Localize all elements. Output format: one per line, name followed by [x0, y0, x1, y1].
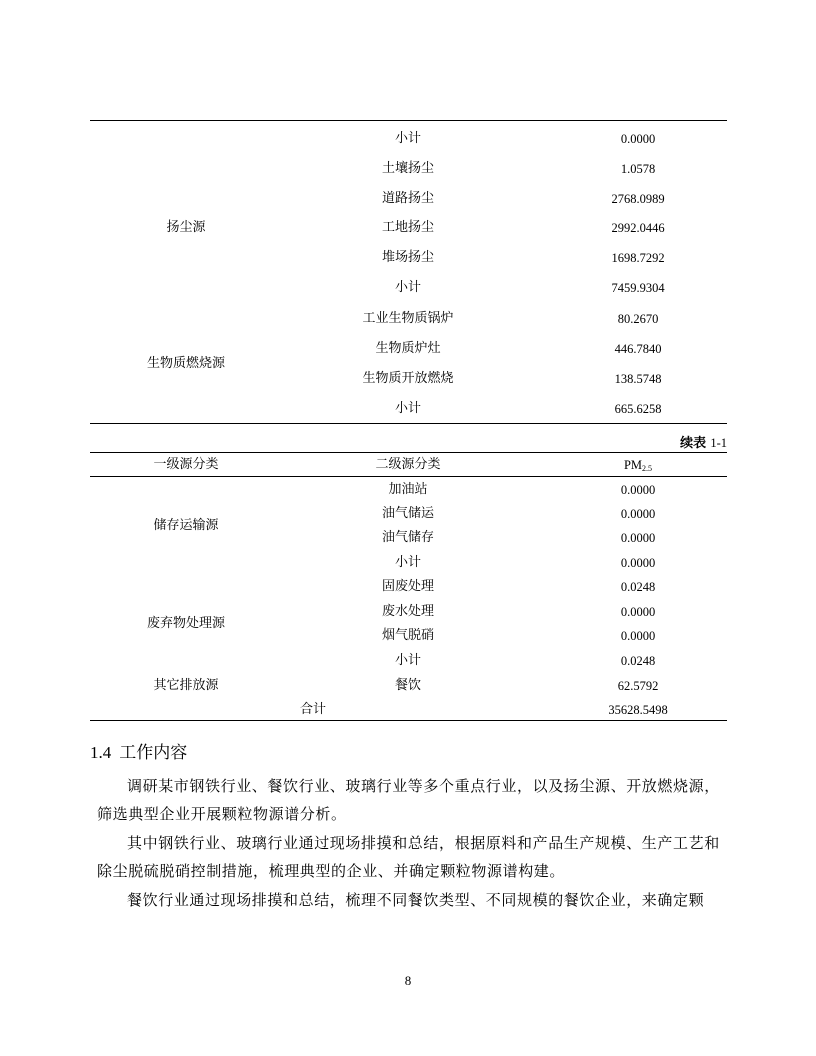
table-cell-subcategory: 烟气脱硝: [381, 628, 435, 643]
table-cell-subcategory: 道路扬尘: [381, 191, 435, 206]
table-cell-subcategory: 餐饮: [394, 678, 422, 693]
table-cell-value: 1698.7292: [611, 251, 665, 265]
table-group-label: 生物质燃烧源: [146, 356, 226, 371]
table-header-secondary: 二级源分类: [375, 457, 441, 472]
table-cell-subcategory: 废水处理: [381, 604, 435, 619]
table-cell-subcategory: 生物质开放燃烧: [362, 371, 454, 386]
table-bottom-rule: [90, 720, 727, 721]
table-cell-value: 0.0000: [620, 531, 656, 545]
table-cell-value: 665.6258: [614, 402, 662, 416]
table-cell-subcategory: 油气储运: [381, 506, 435, 521]
table-cell-subcategory: 小计: [394, 280, 422, 295]
table-cell-value: 80.2670: [617, 312, 659, 326]
table-cell-subcategory: 生物质炉灶: [375, 341, 441, 356]
table-cell-subcategory: 加油站: [388, 482, 428, 497]
table-total-label: 合计: [299, 702, 327, 717]
table-cell-subcategory: 小计: [394, 131, 422, 146]
table-cell-value: 0.0248: [620, 580, 656, 594]
table-cell-value: 446.7840: [614, 342, 662, 356]
table-total-value: 35628.5498: [608, 703, 668, 717]
table-top-rule: [90, 452, 727, 453]
table-cell-value: 0.0000: [620, 556, 656, 570]
table-top-rule: [90, 120, 727, 121]
pm-subscript: 2.5: [642, 464, 653, 473]
table-cell-value: 2768.0989: [611, 192, 665, 206]
body-paragraph: 调研某市钢铁行业、餐饮行业、玻璃行业等多个重点行业，以及扬尘源、开放燃烧源，筛选典型企业开展颗粒物源谱分析。: [97, 777, 720, 823]
page-number: 8: [404, 973, 412, 988]
table-group-label: 储存运输源: [153, 518, 219, 533]
table-cell-subcategory: 固废处理: [381, 579, 435, 594]
table-cell-subcategory: 小计: [394, 555, 422, 570]
table-group-label: 废弃物处理源: [146, 616, 226, 631]
table-bottom-rule: [90, 423, 727, 424]
table-header-primary: 一级源分类: [153, 457, 219, 472]
pm-label: PM: [623, 458, 643, 472]
table-cell-value: 7459.9304: [611, 281, 665, 295]
continuation-number: 1-1: [710, 436, 727, 450]
table-cell-subcategory: 小计: [394, 401, 422, 416]
section-title: 工作内容: [119, 743, 188, 763]
body-paragraph: 餐饮行业通过现场排摸和总结，梳理不同餐饮类型、不同规模的餐饮企业，来确定颗: [127, 891, 705, 909]
continuation-word: 续表: [680, 436, 707, 451]
table-cell-subcategory: 工地扬尘: [381, 220, 435, 235]
table-header-pm25: [624, 458, 652, 473]
table-cell-value: 0.0248: [620, 654, 656, 668]
table-cell-value: 62.5792: [617, 679, 659, 693]
table-cell-value: 2992.0446: [611, 221, 665, 235]
table-cell-subcategory: 油气储存: [381, 530, 435, 545]
table-group-label: 扬尘源: [166, 220, 206, 235]
body-paragraph: 其中钢铁行业、玻璃行业通过现场排摸和总结，根据原料和产品生产规模、生产工艺和除尘脱硫脱硝控制措施，梳理典型的企业、并确定颗粒物源谱构建。: [97, 834, 720, 880]
table-cell-subcategory: 小计: [394, 653, 422, 668]
table-cell-subcategory: 堆场扬尘: [381, 250, 435, 265]
table-cell-subcategory: 工业生物质锅炉: [362, 311, 454, 326]
table-cell-subcategory: 土壤扬尘: [381, 161, 435, 176]
table-header-rule: [90, 476, 727, 477]
table-cell-value: 138.5748: [614, 372, 662, 386]
table-cell-value: 1.0578: [620, 162, 656, 176]
table-cell-value: 0.0000: [620, 605, 656, 619]
table-group-label: 其它排放源: [153, 678, 219, 693]
section-number: 1.4: [90, 743, 112, 762]
table-cell-value: 0.0000: [620, 132, 656, 146]
table-cell-value: 0.0000: [620, 507, 656, 521]
section-heading: [90, 741, 187, 765]
continuation-label: [680, 435, 727, 452]
table-cell-value: 0.0000: [620, 483, 656, 497]
table-cell-value: 0.0000: [620, 629, 656, 643]
